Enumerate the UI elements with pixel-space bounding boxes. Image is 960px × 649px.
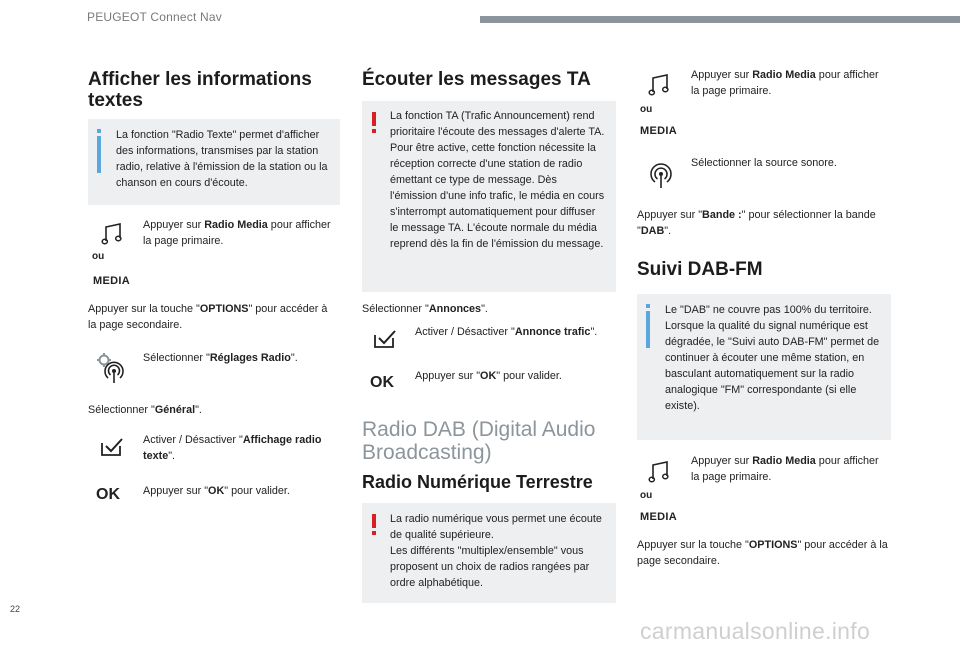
info-box-text-line1: Le "DAB" ne couvre pas 100% du territoire.	[665, 304, 872, 316]
or-label: ou	[640, 104, 653, 115]
step-select-source: Sélectionner la source sonore.	[691, 157, 837, 169]
warning-box-text-line1: La radio numérique vous permet une écoute de qualité supérieure.	[390, 513, 602, 541]
info-box-dab-fm	[637, 294, 891, 440]
page-number: 22	[10, 604, 21, 614]
music-note-icon	[101, 222, 123, 246]
step-validate: Appuyer sur "OK" pour valider.	[143, 485, 290, 497]
media-key-label: MEDIA	[640, 511, 677, 523]
step-toggle-radio-text: Activer / Désactiver "Affichage radio texte".	[143, 434, 322, 462]
radio-source-icon	[646, 158, 676, 190]
or-label: ou	[92, 251, 105, 262]
toggle-checkbox-icon	[373, 329, 397, 349]
step-options: Appuyer sur la touche "OPTIONS" pour accéder à la page secondaire.	[88, 303, 328, 331]
step-toggle-traffic: Activer / Désactiver "Annonce trafic".	[415, 326, 598, 338]
step-radio-media: Appuyer sur Radio Media pour afficher la page primaire.	[691, 455, 879, 483]
step-band: Appuyer sur "Bande :" pour sélectionner la bande "DAB".	[637, 209, 876, 237]
media-key-label: MEDIA	[640, 125, 677, 137]
info-box-text-line2: Lorsque la qualité du signal numérique est dégradée, le "Suivi auto DAB-FM" permet de continuer à écouter une même station, en basculant automatiquement sur la radio analogique "FM" correspondante (si elle existe).	[665, 320, 880, 412]
music-note-icon	[648, 73, 670, 97]
music-note-icon	[648, 460, 670, 484]
info-icon	[97, 129, 101, 173]
info-box-text: La fonction "Radio Texte" permet d'afficher des informations, transmises par la station radio, relative à l'émission de la station ou la chanson en cours d'écoute.	[116, 129, 328, 189]
warning-box-dab	[362, 503, 616, 603]
warning-box-ta	[362, 101, 616, 292]
step-announcements: Sélectionner "Annonces".	[362, 303, 488, 315]
step-radio-settings: Sélectionner "Réglages Radio".	[143, 352, 298, 364]
toggle-checkbox-icon	[100, 437, 124, 457]
or-label: ou	[640, 490, 653, 501]
section-heading-ta: Écouter les messages TA	[362, 69, 591, 90]
info-box-radio-text	[88, 119, 340, 205]
ok-icon: OK	[370, 374, 394, 391]
header-bar	[480, 16, 960, 23]
running-header: PEUGEOT Connect Nav	[87, 10, 222, 24]
step-validate: Appuyer sur "OK" pour valider.	[415, 370, 562, 382]
ok-icon: OK	[96, 486, 120, 503]
chapter-heading-dab: Radio DAB (Digital Audio Broadcasting)	[362, 418, 596, 464]
step-general: Sélectionner "Général".	[88, 404, 202, 416]
radio-settings-icon	[96, 352, 126, 384]
warning-box-text-line2: Les différents "multiplex/ensemble" vous proposent un choix de radios rangées par ordre alphabétique.	[390, 545, 590, 589]
section-heading-dab-fm: Suivi DAB-FM	[637, 259, 763, 280]
section-heading-dab-terrestrial: Radio Numérique Terrestre	[362, 472, 593, 492]
step-options: Appuyer sur la touche "OPTIONS" pour accéder à la page secondaire.	[637, 539, 888, 567]
step-radio-media: Appuyer sur Radio Media pour afficher la page primaire.	[691, 69, 879, 97]
info-icon	[646, 304, 650, 348]
section-heading-text-info: Afficher les informations textes	[88, 69, 312, 111]
media-key-label: MEDIA	[93, 275, 130, 287]
step-radio-media: Appuyer sur Radio Media pour afficher la page primaire.	[143, 219, 331, 247]
watermark: carmanualsonline.info	[640, 618, 871, 644]
warning-box-text: La fonction TA (Trafic Announcement) rend prioritaire l'écoute des messages d'alerte TA. Pour être active, cette fonction nécessite la réception correcte d'une station de radio émettant ce type de message. Dès l'émission d'une info trafic, le média en cours s'interrompt automatiquement pour diffuser le message TA. L'écoute normale du média reprend dès la fin de l'émission du message.	[390, 110, 605, 250]
